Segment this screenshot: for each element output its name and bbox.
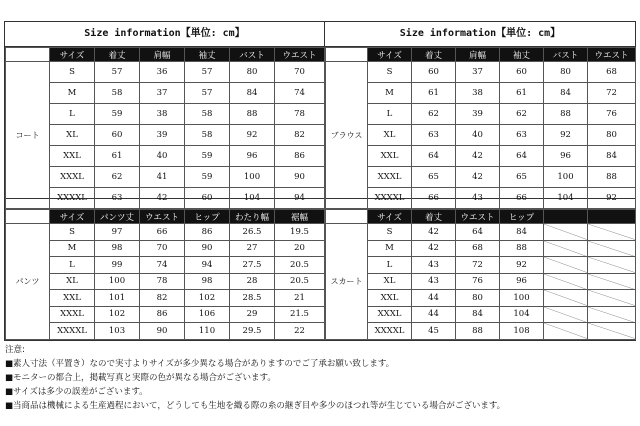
table-row [326, 306, 636, 323]
table-row [326, 167, 636, 188]
table-row [326, 83, 636, 104]
table-cell: 59 [185, 167, 230, 188]
table-cell: S [368, 224, 412, 241]
table-cell: 21.5 [275, 306, 325, 323]
table-cell: 42 [456, 146, 500, 167]
table-cell: 70 [275, 62, 325, 83]
diagonal-line-icon [588, 224, 635, 240]
table-cell: XL [368, 125, 412, 146]
table-cell: 92 [230, 125, 275, 146]
diagonal-line-icon [588, 257, 635, 273]
table-cell: 58 [95, 83, 140, 104]
table-cell: 100 [230, 167, 275, 188]
notes-heading: 注意: [5, 345, 25, 355]
header-blank-cell [326, 210, 368, 224]
column-header: ウエスト [140, 210, 185, 224]
table-cell: 66 [412, 188, 456, 209]
table-cell: 102 [185, 290, 230, 307]
empty-crossed-cell [588, 323, 636, 340]
table-row [326, 257, 636, 274]
empty-crossed-cell [544, 306, 588, 323]
diagonal-line-icon [544, 274, 587, 290]
table-cell: 104 [230, 188, 275, 209]
table-cell: 36 [140, 62, 185, 83]
table-row [6, 83, 325, 104]
notes-section [5, 343, 635, 413]
column-header: ヒップ [500, 210, 544, 224]
skirt-size-table [325, 209, 636, 340]
table-cell: 103 [95, 323, 140, 340]
column-header: 肩幅 [456, 48, 500, 62]
column-header [588, 210, 636, 224]
table-cell: XL [50, 125, 95, 146]
table-cell: 92 [500, 257, 544, 274]
note-item: ■当商品は機械による生産過程において，どうしても生地を織る際の糸の継ぎ目や多少のほつれ等が生じている場合がございます。 [5, 401, 506, 411]
empty-crossed-cell [588, 224, 636, 241]
diagonal-line-icon [588, 323, 635, 339]
table-cell: XXXL [368, 306, 412, 323]
table-cell: 60 [185, 188, 230, 209]
empty-crossed-cell [544, 273, 588, 290]
table-cell: 82 [275, 125, 325, 146]
table-row [6, 306, 325, 323]
table-cell: 80 [588, 125, 636, 146]
table-cell: 68 [588, 62, 636, 83]
table-cell: M [50, 240, 95, 257]
table-cell: 62 [500, 104, 544, 125]
table-cell: XXXL [50, 167, 95, 188]
table-cell: XXL [50, 290, 95, 307]
table-cell: 58 [185, 125, 230, 146]
column-header: 着丈 [412, 210, 456, 224]
table-cell: 26.5 [230, 224, 275, 241]
table-cell: L [50, 257, 95, 274]
table-cell: 62 [412, 104, 456, 125]
table-cell: 57 [185, 62, 230, 83]
table-cell: 39 [456, 104, 500, 125]
table-cell: 110 [185, 323, 230, 340]
column-header: サイズ [368, 210, 412, 224]
table-cell: 106 [185, 306, 230, 323]
table-cell: M [50, 83, 95, 104]
table-cell: 84 [500, 224, 544, 241]
table-cell: 38 [456, 83, 500, 104]
table-cell: 84 [588, 146, 636, 167]
table-cell: 82 [140, 290, 185, 307]
pants-size-table [5, 209, 325, 340]
table-row [6, 125, 325, 146]
table-cell: 59 [185, 146, 230, 167]
table-cell: 57 [185, 83, 230, 104]
table-row [326, 290, 636, 307]
diagonal-line-icon [544, 307, 587, 323]
table-cell: 66 [140, 224, 185, 241]
table-row [326, 273, 636, 290]
pants-panel [5, 209, 324, 340]
skirt-panel [325, 209, 635, 340]
table-cell: 58 [185, 104, 230, 125]
table-cell: 65 [412, 167, 456, 188]
table-cell: 43 [456, 188, 500, 209]
table-cell: 59 [95, 104, 140, 125]
diagonal-line-icon [588, 290, 635, 306]
table-row [6, 273, 325, 290]
table-cell: 61 [500, 83, 544, 104]
table-cell: 28.5 [230, 290, 275, 307]
table-row [6, 224, 325, 241]
table-cell: 66 [500, 188, 544, 209]
table-cell: 94 [185, 257, 230, 274]
column-header: わたり幅 [230, 210, 275, 224]
table-cell: 64 [412, 146, 456, 167]
header-blank-cell [6, 210, 50, 224]
table-cell: 29.5 [230, 323, 275, 340]
column-header: サイズ [50, 48, 95, 62]
column-header [544, 210, 588, 224]
table-cell: XXL [50, 146, 95, 167]
column-header: ウエスト [588, 48, 636, 62]
table-cell: L [50, 104, 95, 125]
garment-label: スカート [326, 224, 368, 340]
column-header: サイズ [368, 48, 412, 62]
table-cell: 100 [544, 167, 588, 188]
table-cell: 72 [588, 83, 636, 104]
table-cell: 40 [140, 146, 185, 167]
column-header: 袖丈 [500, 48, 544, 62]
table-cell: XXL [368, 290, 412, 307]
table-cell: M [368, 240, 412, 257]
table-row [6, 240, 325, 257]
diagonal-line-icon [544, 290, 587, 306]
table-cell: 86 [185, 224, 230, 241]
table-cell: 104 [500, 306, 544, 323]
table-cell: L [368, 104, 412, 125]
table-cell: XXXXL [50, 323, 95, 340]
table-cell: 20 [275, 240, 325, 257]
table-cell: XXXXL [368, 323, 412, 340]
table-cell: 78 [140, 273, 185, 290]
table-cell: XXXL [50, 306, 95, 323]
empty-crossed-cell [544, 240, 588, 257]
table-row [6, 188, 325, 209]
size-chart-sheet [4, 21, 636, 341]
table-cell: 27.5 [230, 257, 275, 274]
empty-crossed-cell [588, 290, 636, 307]
table-cell: 37 [456, 62, 500, 83]
table-cell: 90 [140, 323, 185, 340]
diagonal-line-icon [588, 274, 635, 290]
coat-panel [5, 22, 324, 203]
note-item: ■モニターの都合上，掲載写真と実際の色が異なる場合がございます。 [5, 373, 276, 383]
table-cell: XL [50, 273, 95, 290]
table-cell: 60 [500, 62, 544, 83]
table-cell: 29 [230, 306, 275, 323]
table-cell: 38 [140, 104, 185, 125]
table-cell: 42 [456, 167, 500, 188]
table-row [6, 323, 325, 340]
table-cell: 88 [230, 104, 275, 125]
table-cell: 57 [95, 62, 140, 83]
table-cell: 62 [95, 167, 140, 188]
table-cell: 86 [275, 146, 325, 167]
table-cell: L [368, 257, 412, 274]
table-cell: 101 [95, 290, 140, 307]
diagonal-line-icon [544, 224, 587, 240]
table-row [326, 104, 636, 125]
table-cell: 96 [544, 146, 588, 167]
table-cell: 42 [140, 188, 185, 209]
table-row [326, 146, 636, 167]
table-cell: 96 [500, 273, 544, 290]
diagonal-line-icon [544, 323, 587, 339]
column-header: バスト [230, 48, 275, 62]
table-cell: 60 [95, 125, 140, 146]
empty-crossed-cell [544, 290, 588, 307]
table-cell: 63 [500, 125, 544, 146]
coat-size-table [5, 47, 325, 209]
empty-crossed-cell [544, 323, 588, 340]
empty-crossed-cell [544, 257, 588, 274]
table-cell: 60 [412, 62, 456, 83]
column-header: ウエスト [456, 210, 500, 224]
table-cell: 43 [412, 257, 456, 274]
header-blank-cell [6, 48, 50, 62]
table-cell: 76 [456, 273, 500, 290]
table-cell: 84 [544, 83, 588, 104]
table-cell: XXL [368, 146, 412, 167]
table-cell: 19.5 [275, 224, 325, 241]
table-cell: 61 [412, 83, 456, 104]
table-cell: 42 [412, 224, 456, 241]
table-cell: 61 [95, 146, 140, 167]
column-header: サイズ [50, 210, 95, 224]
table-cell: 39 [140, 125, 185, 146]
note-item: ■素人寸法（平置き）なので実寸よりサイズが多少異なる場合がありますのでご了承お願い致します。 [5, 359, 395, 369]
diagonal-line-icon [544, 257, 587, 273]
table-cell: 97 [95, 224, 140, 241]
table-cell: 27 [230, 240, 275, 257]
column-header: 裾幅 [275, 210, 325, 224]
diagonal-line-icon [588, 241, 635, 257]
table-cell: 94 [275, 188, 325, 209]
header-blank-cell [326, 48, 368, 62]
table-row [6, 62, 325, 83]
column-header: バスト [544, 48, 588, 62]
table-cell: 108 [500, 323, 544, 340]
table-cell: 20.5 [275, 273, 325, 290]
blouse-title: Size information【単位: cm】 [399, 28, 561, 39]
table-cell: 90 [275, 167, 325, 188]
table-cell: 40 [456, 125, 500, 146]
table-cell: 68 [456, 240, 500, 257]
garment-label: パンツ [6, 224, 50, 340]
table-row [326, 224, 636, 241]
table-cell: 96 [230, 146, 275, 167]
coat-title: Size information【単位: cm】 [84, 28, 245, 39]
table-row [326, 188, 636, 209]
empty-crossed-cell [588, 240, 636, 257]
table-cell: 43 [412, 273, 456, 290]
garment-label: コート [6, 62, 50, 209]
table-cell: XXXXL [50, 188, 95, 209]
column-header: 肩幅 [140, 48, 185, 62]
table-cell: 100 [95, 273, 140, 290]
table-row [326, 323, 636, 340]
table-row [6, 257, 325, 274]
table-cell: S [50, 224, 95, 241]
table-cell: 88 [456, 323, 500, 340]
table-row [6, 290, 325, 307]
table-cell: 86 [140, 306, 185, 323]
table-cell: 65 [500, 167, 544, 188]
table-cell: 80 [456, 290, 500, 307]
empty-crossed-cell [588, 257, 636, 274]
table-row [6, 104, 325, 125]
column-header: パンツ丈 [95, 210, 140, 224]
table-cell: 42 [412, 240, 456, 257]
table-cell: 28 [230, 273, 275, 290]
garment-label: ブラウス [326, 62, 368, 209]
column-header: 袖丈 [185, 48, 230, 62]
table-cell: 78 [275, 104, 325, 125]
empty-crossed-cell [588, 273, 636, 290]
note-item: ■サイズは多少の誤差がございます。 [5, 387, 148, 397]
table-cell: 21 [275, 290, 325, 307]
table-cell: 76 [588, 104, 636, 125]
column-header: 着丈 [412, 48, 456, 62]
table-cell: 72 [456, 257, 500, 274]
table-row [6, 146, 325, 167]
table-cell: 37 [140, 83, 185, 104]
table-cell: 74 [275, 83, 325, 104]
column-header: ウエスト [275, 48, 325, 62]
table-cell: M [368, 83, 412, 104]
table-cell: 41 [140, 167, 185, 188]
table-cell: 45 [412, 323, 456, 340]
table-cell: 104 [544, 188, 588, 209]
blouse-size-table [325, 47, 636, 209]
table-cell: 20.5 [275, 257, 325, 274]
table-cell: 92 [588, 188, 636, 209]
table-cell: 64 [500, 146, 544, 167]
table-row [326, 125, 636, 146]
table-cell: 88 [588, 167, 636, 188]
table-cell: XXXL [368, 167, 412, 188]
table-row [326, 62, 636, 83]
table-cell: 99 [95, 257, 140, 274]
table-cell: 80 [230, 62, 275, 83]
table-cell: 63 [412, 125, 456, 146]
table-cell: 63 [95, 188, 140, 209]
table-cell: S [368, 62, 412, 83]
table-cell: 80 [544, 62, 588, 83]
table-cell: 92 [544, 125, 588, 146]
empty-crossed-cell [544, 224, 588, 241]
table-cell: XXXXL [368, 188, 412, 209]
table-cell: 90 [185, 240, 230, 257]
table-cell: 64 [456, 224, 500, 241]
table-cell: 70 [140, 240, 185, 257]
column-header: 着丈 [95, 48, 140, 62]
table-cell: 98 [95, 240, 140, 257]
table-cell: 74 [140, 257, 185, 274]
table-row [326, 240, 636, 257]
column-header: ヒップ [185, 210, 230, 224]
table-cell: XL [368, 273, 412, 290]
table-cell: 100 [500, 290, 544, 307]
table-row [6, 167, 325, 188]
table-cell: 44 [412, 306, 456, 323]
table-cell: 88 [544, 104, 588, 125]
table-cell: 84 [456, 306, 500, 323]
table-cell: 102 [95, 306, 140, 323]
table-cell: 22 [275, 323, 325, 340]
table-cell: 44 [412, 290, 456, 307]
blouse-panel [325, 22, 635, 203]
table-cell: 88 [500, 240, 544, 257]
table-cell: 98 [185, 273, 230, 290]
table-cell: S [50, 62, 95, 83]
diagonal-line-icon [588, 307, 635, 323]
empty-crossed-cell [588, 306, 636, 323]
table-cell: 84 [230, 83, 275, 104]
diagonal-line-icon [544, 241, 587, 257]
